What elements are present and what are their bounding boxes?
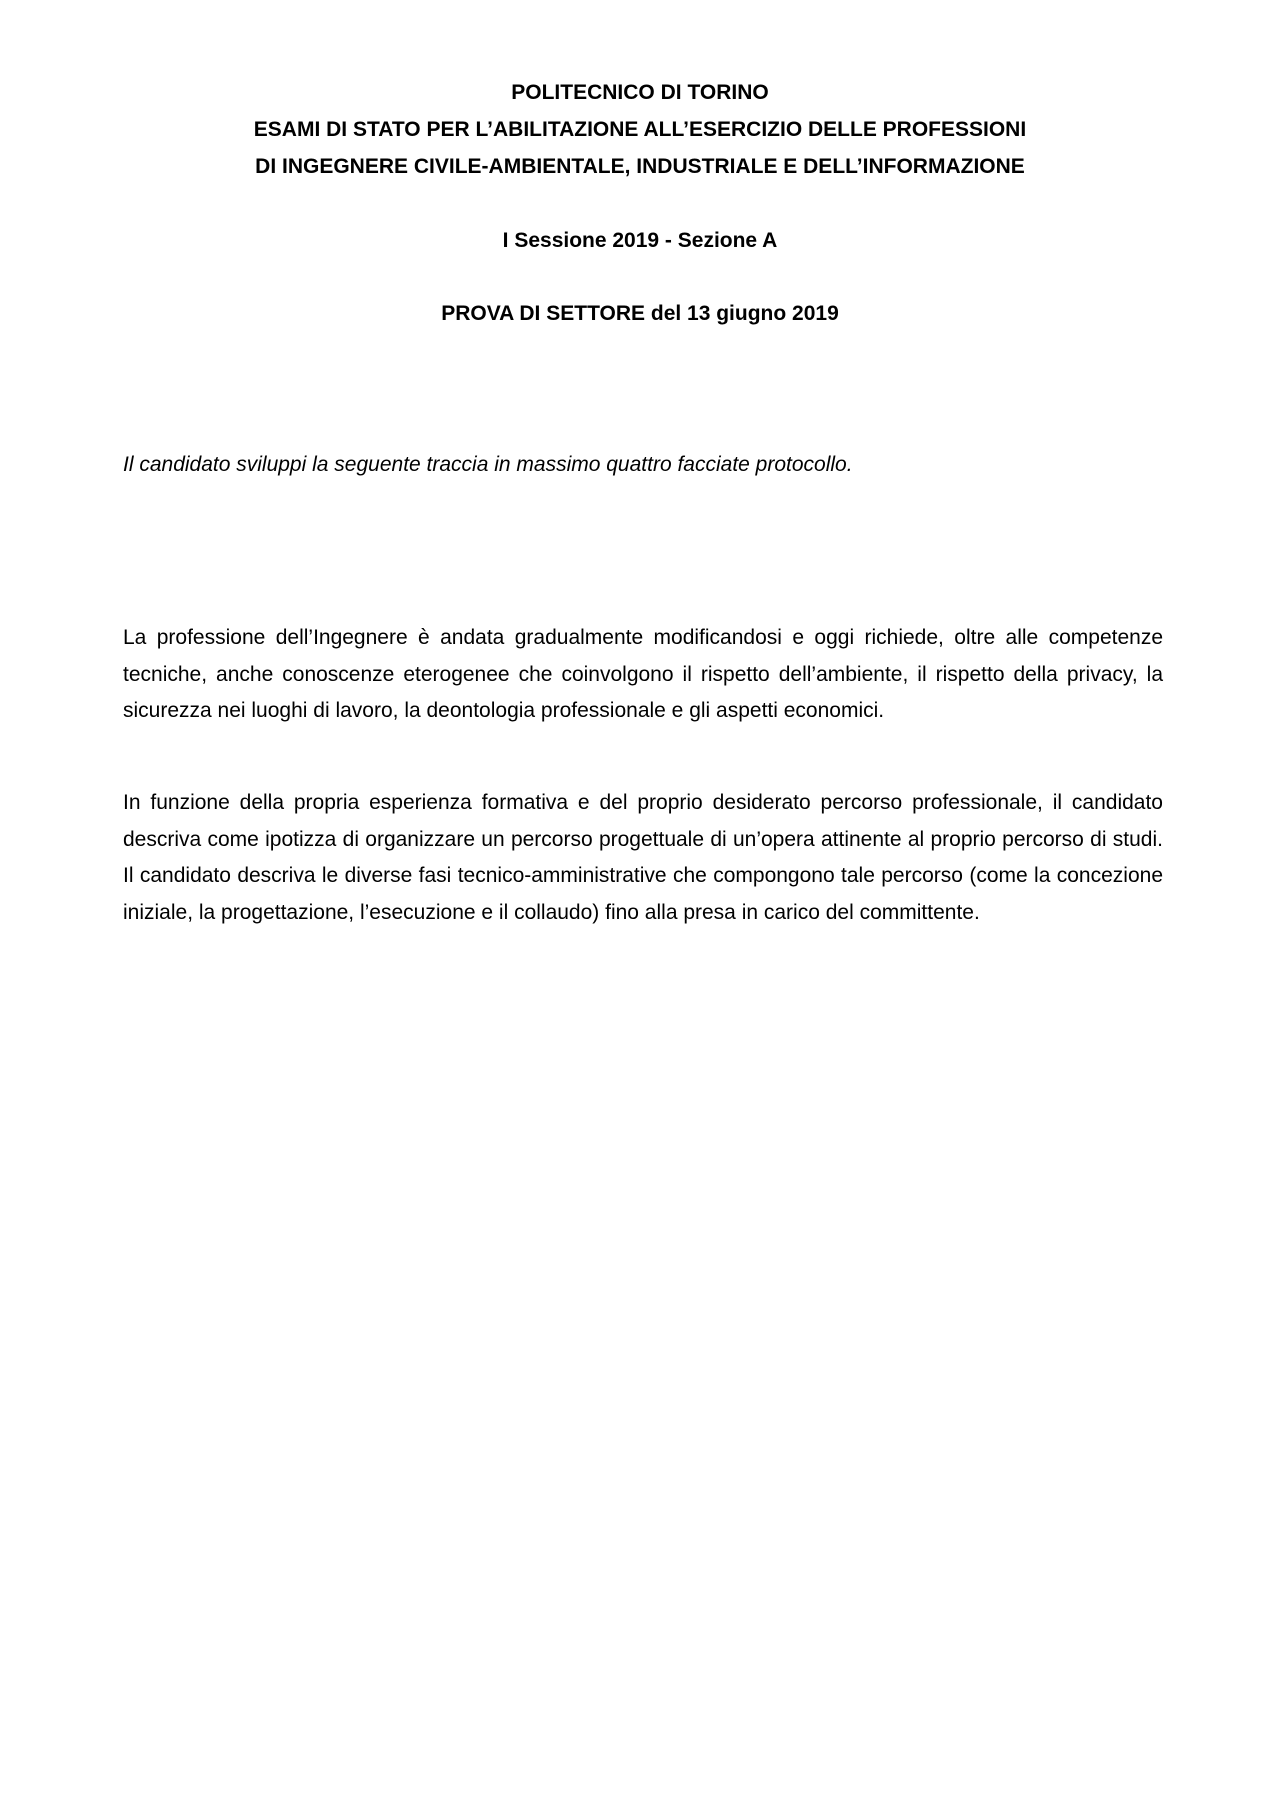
institution-title: POLITECNICO DI TORINO [511,81,769,104]
instruction-text: Il candidato sviluppi la seguente traccia in massimo quattro facciate protocollo. [123,453,853,476]
exam-title-line-1: ESAMI DI STATO PER L’ABILITAZIONE ALL’ESERCIZIO DELLE PROFESSIONI [253,118,1027,141]
body-paragraph-2: In funzione della propria esperienza formativa e del proprio desiderato percorso professionale, il candidato descriva come ipotizza di organizzare un percorso progettuale di un’opera attinente al proprio percorso di studi. Il candidato descriva le diverse fasi tecnico-amministrative che compongono tale percorso (come la concezione iniziale, la progettazione, l’esecuzione e il collaudo) fino alla presa in carico del committente. [123,791,1163,924]
body-paragraph-1: La professione dell’Ingegnere è andata gradualmente modificandosi e oggi richiede, oltre alle competenze tecniche, anche conoscenze eterogenee che coinvolgono il rispetto dell’ambiente, il rispetto della privacy, la sicurezza nei luoghi di lavoro, la deontologia professionale e gli aspetti economici. [123,626,1163,722]
test-title: PROVA DI SETTORE del 13 giugno 2019 [441,302,839,325]
session-title: I Sessione 2019 - Sezione A [502,229,778,252]
document-header [0,74,1280,185]
exam-title-line-2: DI INGEGNERE CIVILE-AMBIENTALE, INDUSTRIALE E DELL’INFORMAZIONE [255,155,1025,178]
